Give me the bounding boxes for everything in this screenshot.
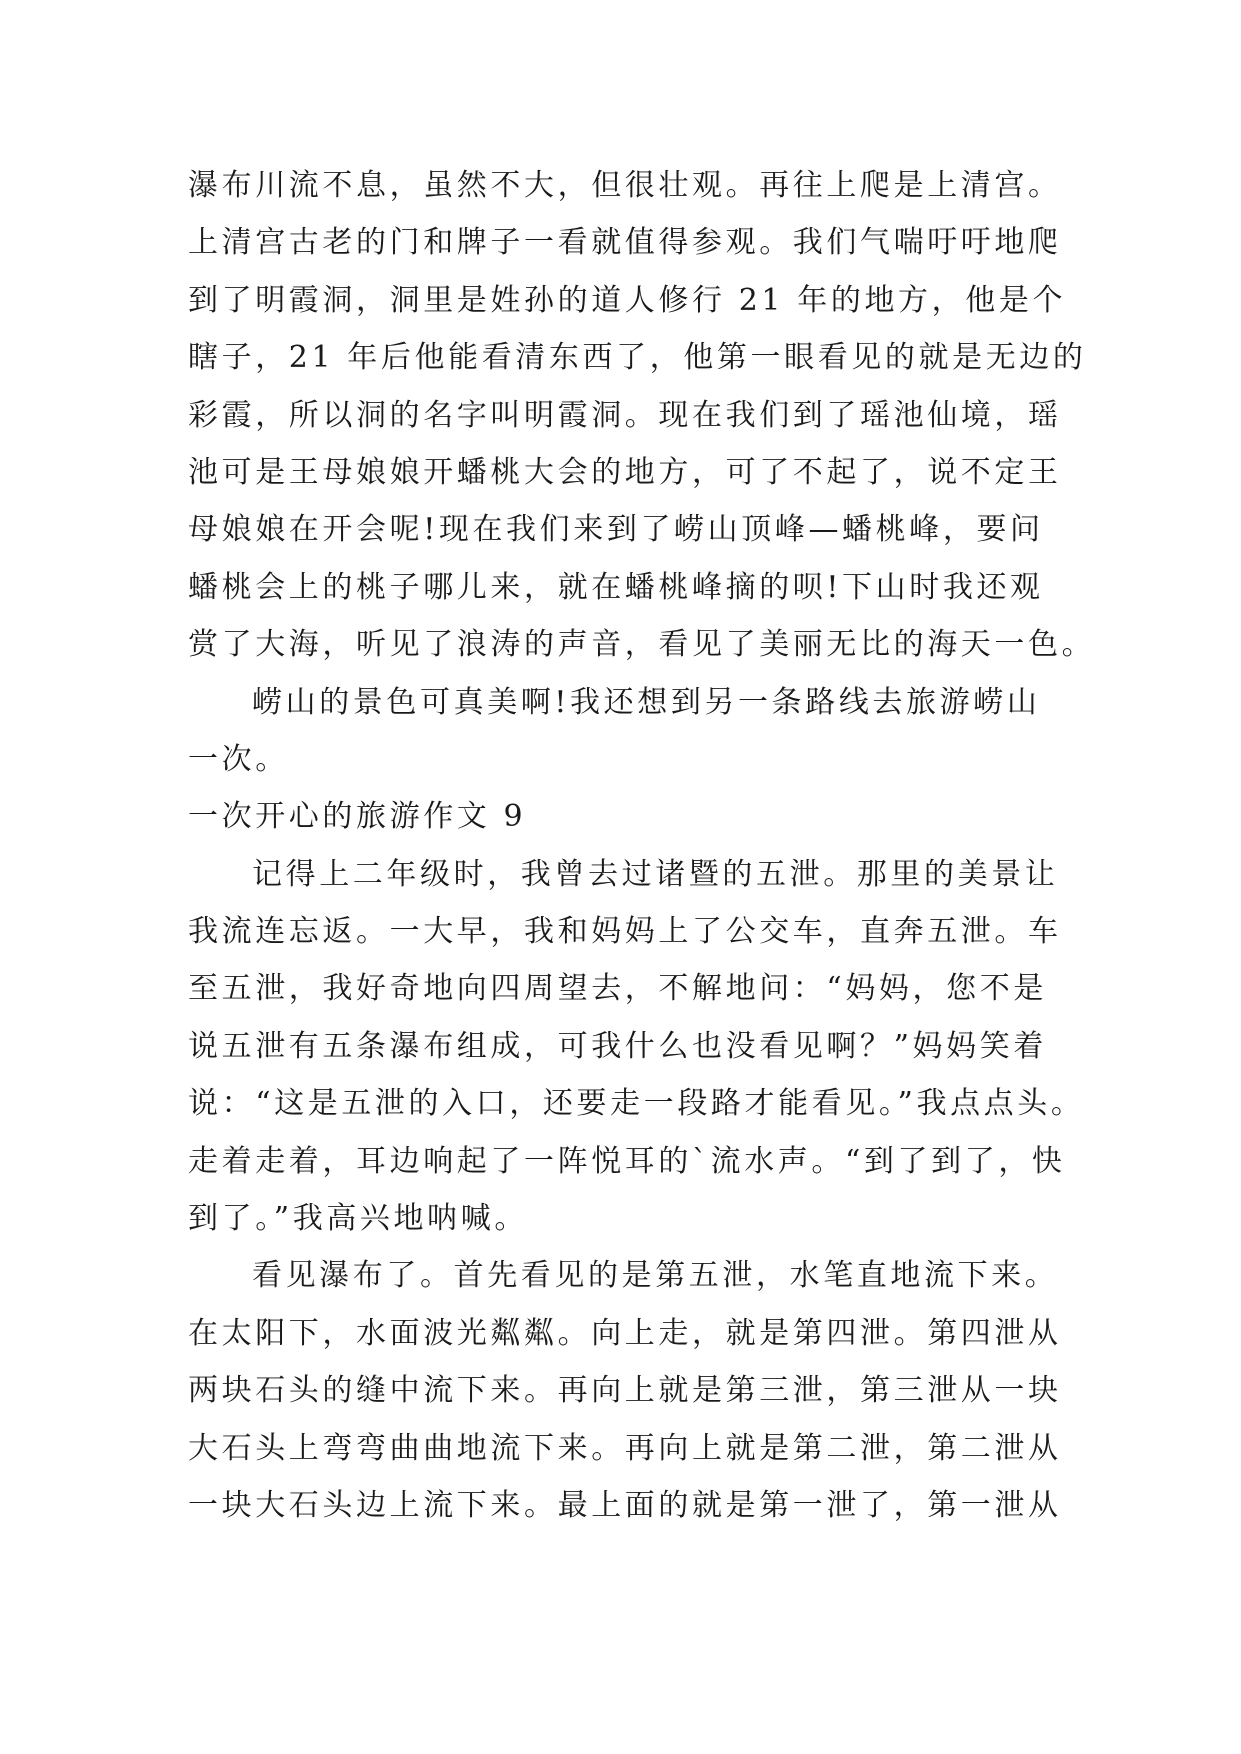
text-line: 一次。 (188, 741, 289, 777)
text-line: 崂山的景色可真美啊!我还想到另一条路线去旅游崂山 (252, 684, 1041, 720)
text-line: 看见瀑布了。首先看见的是第五泄，水笔直地流下来。 (252, 1258, 1059, 1294)
text-line: 一块大石头边上流下来。最上面的就是第一泄了，第一泄从 (188, 1487, 1062, 1523)
text-line: 走着走着，耳边响起了一阵悦耳的`流水声。“到了到了，快 (188, 1143, 1066, 1179)
text-line: 赏了大海，听见了浪涛的声音，看见了美丽无比的海天一色。 (188, 627, 1096, 663)
text-line: 蟠桃会上的桃子哪儿来，就在蟠桃峰摘的呗!下山时我还观 (188, 569, 1044, 605)
text-line: 母娘娘在开会呢!现在我们来到了崂山顶峰—蟠桃峰，要问 (188, 512, 1044, 548)
text-line: 到了。”我高兴地呐喊。 (188, 1201, 528, 1237)
text-line: 瞎子，21 年后他能看清东西了，他第一眼看见的就是无边的 (188, 340, 1087, 376)
text-line: 池可是王母娘娘开蟠桃大会的地方，可了不起了，说不定王 (188, 454, 1062, 490)
text-line: 到了明霞洞，洞里是姓孙的道人修行 21 年的地方，他是个 (188, 282, 1067, 318)
document-body (188, 157, 1096, 1534)
text-line: 上清宫古老的门和牌子一看就值得参观。我们气喘吁吁地爬 (188, 225, 1062, 261)
text-line: 至五泄，我好奇地向四周望去，不解地问：“妈妈，您不是 (188, 971, 1047, 1007)
text-line: 说：“这是五泄的入口，还要走一段路才能看见。”我点点头。 (188, 1086, 1085, 1122)
text-line: 彩霞，所以洞的名字叫明霞洞。现在我们到了瑶池仙境，瑶 (188, 397, 1062, 433)
text-line: 记得上二年级时，我曾去过诸暨的五泄。那里的美景让 (252, 856, 1059, 892)
text-line: 我流连忘返。一大早，我和妈妈上了公交车，直奔五泄。车 (188, 914, 1062, 950)
text-line: 说五泄有五条瀑布组成，可我什么也没看见啊？”妈妈笑着 (188, 1028, 1047, 1064)
text-line: 瀑布川流不息，虽然不大，但很壮观。再往上爬是上清宫。 (188, 168, 1062, 203)
section-heading: 一次开心的旅游作文 9 (188, 799, 527, 835)
text-line: 两块石头的缝中流下来。再向上就是第三泄，第三泄从一块 (188, 1373, 1062, 1409)
text-line: 在太阳下，水面波光粼粼。向上走，就是第四泄。第四泄从 (188, 1315, 1062, 1351)
text-line: 大石头上弯弯曲曲地流下来。再向上就是第二泄，第二泄从 (188, 1430, 1062, 1466)
